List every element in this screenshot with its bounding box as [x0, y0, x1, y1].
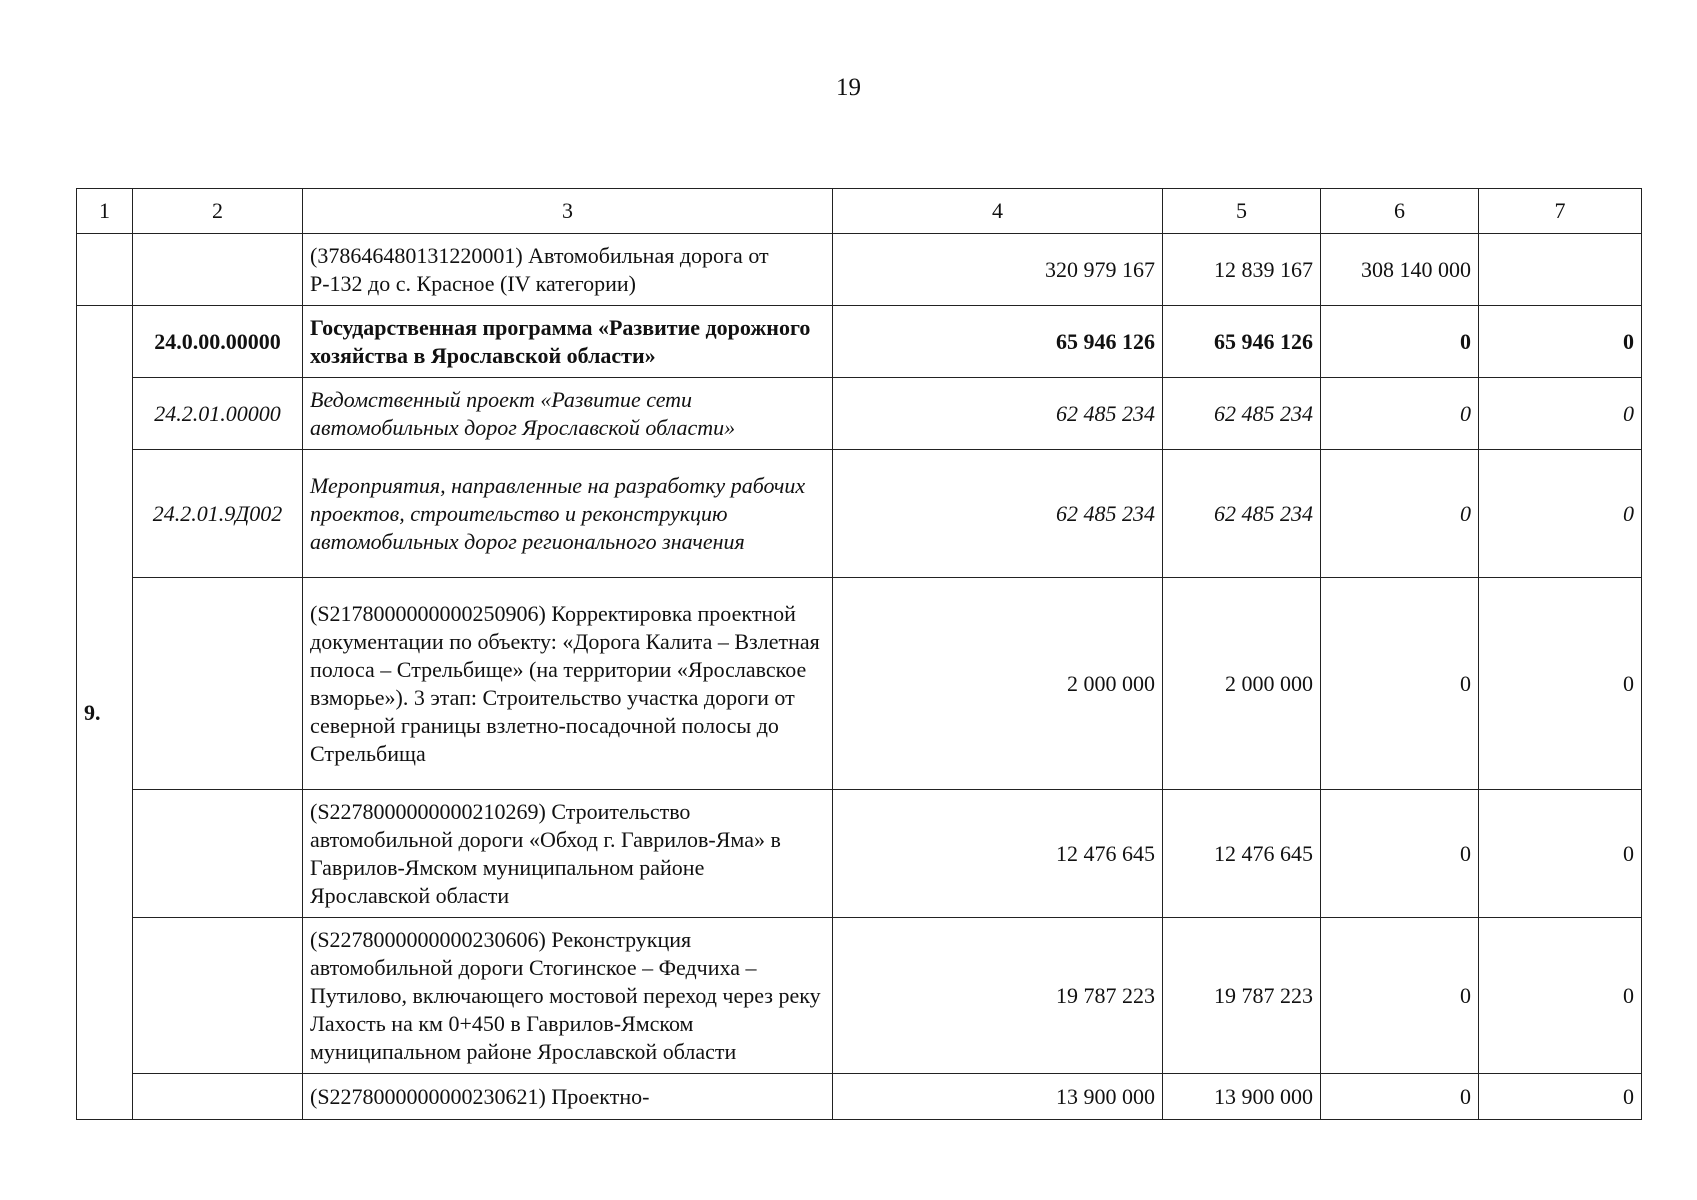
value-cell: 0 [1479, 450, 1642, 578]
header-cell: 1 [77, 189, 133, 234]
table-row [77, 1074, 1642, 1120]
table-row [77, 234, 1642, 306]
table-row [77, 450, 1642, 578]
table-row [77, 918, 1642, 1074]
table-header-row [77, 189, 1642, 234]
value-cell: 65 946 126 [833, 306, 1163, 378]
value-cell: 13 900 000 [1163, 1074, 1321, 1120]
table-row [77, 578, 1642, 790]
header-cell: 4 [833, 189, 1163, 234]
value-cell: 0 [1479, 578, 1642, 790]
code-cell [133, 1074, 303, 1120]
code-cell [133, 578, 303, 790]
value-cell: 0 [1321, 378, 1479, 450]
name-cell: Государственная программа «Развитие дорожного хозяйства в Ярославской области» [303, 306, 833, 378]
value-cell: 62 485 234 [1163, 378, 1321, 450]
header-cell: 6 [1321, 189, 1479, 234]
value-cell: 0 [1479, 378, 1642, 450]
value-cell: 12 476 645 [1163, 790, 1321, 918]
value-cell: 0 [1479, 790, 1642, 918]
value-cell: 19 787 223 [1163, 918, 1321, 1074]
value-cell: 308 140 000 [1321, 234, 1479, 306]
row-number-cell: 9. [77, 306, 133, 1120]
value-cell: 320 979 167 [833, 234, 1163, 306]
code-cell [133, 790, 303, 918]
value-cell: 65 946 126 [1163, 306, 1321, 378]
name-cell: Мероприятия, направленные на разработку рабочих проектов, строительство и реконструкцию автомобильных дорог регионального значения [303, 450, 833, 578]
value-cell: 0 [1479, 918, 1642, 1074]
value-cell: 2 000 000 [1163, 578, 1321, 790]
value-cell: 19 787 223 [833, 918, 1163, 1074]
value-cell: 12 839 167 [1163, 234, 1321, 306]
header-cell: 5 [1163, 189, 1321, 234]
value-cell: 0 [1321, 790, 1479, 918]
name-cell: Ведомственный проект «Развитие сети автомобильных дорог Ярославской области» [303, 378, 833, 450]
header-cell: 3 [303, 189, 833, 234]
code-cell [133, 234, 303, 306]
budget-table [76, 188, 1642, 1120]
header-cell: 2 [133, 189, 303, 234]
value-cell [1479, 234, 1642, 306]
row-number-cell [77, 234, 133, 306]
value-cell: 12 476 645 [833, 790, 1163, 918]
value-cell: 0 [1321, 306, 1479, 378]
table-row [77, 790, 1642, 918]
code-cell [133, 918, 303, 1074]
value-cell: 0 [1321, 450, 1479, 578]
value-cell: 62 485 234 [833, 378, 1163, 450]
name-cell: (S2278000000000230606) Реконструкция автомобильной дороги Стогинское – Федчиха – Путилово, включающего мостовой переход через реку Лахость на км 0+450 в Гаврилов-Ямском муниципальном районе Ярославской области [303, 918, 833, 1074]
table-row [77, 306, 1642, 378]
value-cell: 2 000 000 [833, 578, 1163, 790]
name-cell: (378646480131220001) Автомобильная дорога от Р-132 до с. Красное (IV категории) [303, 234, 833, 306]
code-cell: 24.2.01.00000 [133, 378, 303, 450]
code-cell: 24.0.00.00000 [133, 306, 303, 378]
value-cell: 0 [1321, 918, 1479, 1074]
page-number: 19 [836, 74, 861, 101]
header-cell: 7 [1479, 189, 1642, 234]
value-cell: 62 485 234 [1163, 450, 1321, 578]
table-row [77, 378, 1642, 450]
name-cell: (S2278000000000230621) Проектно- [303, 1074, 833, 1120]
code-cell: 24.2.01.9Д002 [133, 450, 303, 578]
name-cell: (S2178000000000250906) Корректировка проектной документации по объекту: «Дорога Калита – Взлетная полоса – Стрельбище» (на территории «Ярославское взморье»). 3 этап: Строительство участка дороги от северной границы взлетно-посадочной полосы до Стрельбища [303, 578, 833, 790]
value-cell: 0 [1321, 1074, 1479, 1120]
value-cell: 62 485 234 [833, 450, 1163, 578]
value-cell: 0 [1479, 306, 1642, 378]
name-cell: (S2278000000000210269) Строительство автомобильной дороги «Обход г. Гаврилов-Яма» в Гаврилов-Ямском муниципальном районе Ярославской области [303, 790, 833, 918]
value-cell: 0 [1479, 1074, 1642, 1120]
value-cell: 0 [1321, 578, 1479, 790]
value-cell: 13 900 000 [833, 1074, 1163, 1120]
